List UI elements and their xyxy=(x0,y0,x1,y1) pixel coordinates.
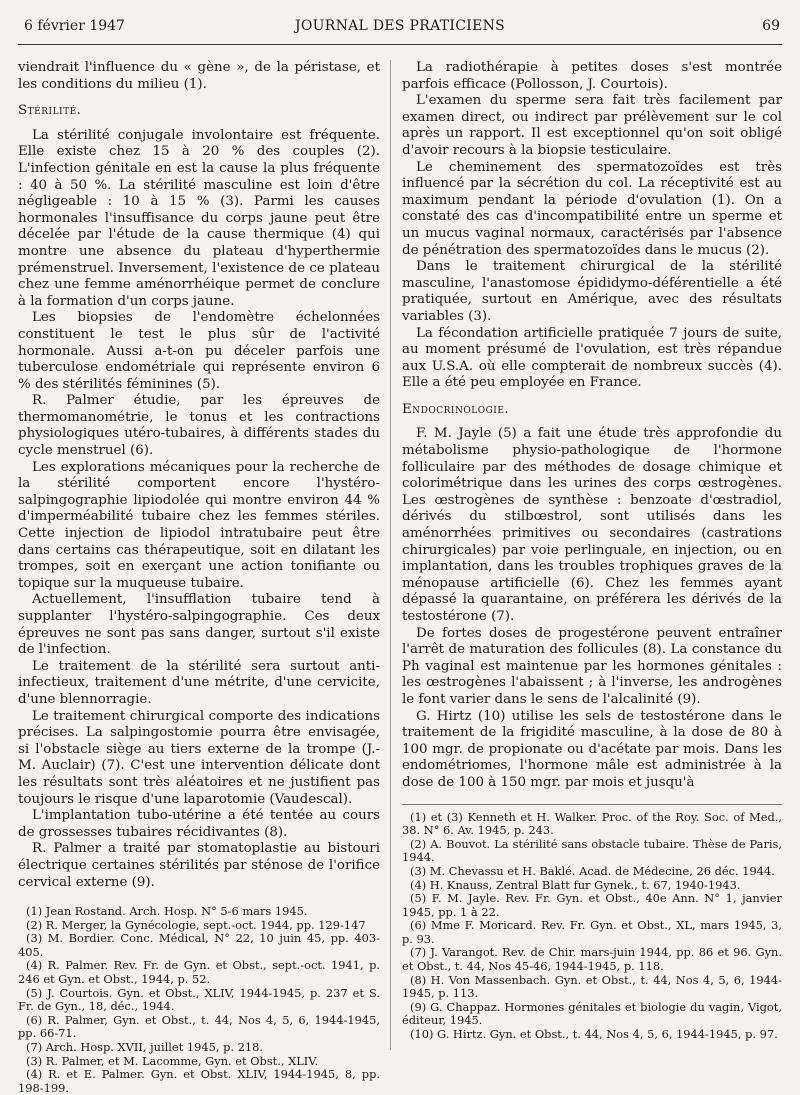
footnote: (5) J. Courtois. Gyn. et Obst., XLIV, 1944-1945, p. 237 et S. Fr. de Gyn., 18, déc., 1944. xyxy=(18,985,380,1014)
footnote: (1) Jean Rostand. Arch. Hosp. N° 5-6 mars 1945. xyxy=(26,904,308,919)
footnote: (6) R. Palmer, Gyn. et Obst., t. 44, Nos 4, 5, 6, 1944-1945, pp. 66-71. xyxy=(18,1012,380,1041)
footnotes-right xyxy=(402,811,782,1042)
issue-date: 6 février 1947 xyxy=(24,18,125,34)
footnote: (4) R. Palmer. Rev. Fr. de Gyn. et Obst., sept.-oct. 1941, p. 246 et Gyn. et Obst., 1944, p. 52. xyxy=(18,958,380,987)
paragraph: La fécondation artificielle pratiquée 7 jours de suite, au moment présumé de l'ovulation, est très répandue aux U.S.A. où elle compterait de nombreux succès (4). Elle a été peu employée en France. xyxy=(402,325,782,391)
section-heading-sterilite: Stérilité. xyxy=(18,103,82,119)
paragraph: Actuellement, l'insufflation tubaire tend à supplanter l'hystéro-salpingographie. Ces deux épreuves ne sont pas sans danger, surtout s'il existe de l'infection. xyxy=(18,592,380,658)
footnote: (2) A. Bouvot. La stérilité sans obstacle tubaire. Thèse de Paris, 1944. xyxy=(402,836,782,865)
footnote-rule xyxy=(402,804,782,805)
footnote: (3) M. Chevassu et H. Baklé. Acad. de Médecine, 26 déc. 1944. xyxy=(410,863,775,878)
paragraph: L'examen du sperme sera fait très facilement par examen direct, ou indirect par prélèvement sur le col après un rapport. Il est exceptionnel qu'on soit obligé d'avoir recours à la biopsie testiculaire. xyxy=(402,93,782,158)
footnote: (7) J. Varangot. Rev. de Chir. mars-juin 1944, pp. 86 et 96. Gyn. et Obst., t. 44, Nos 45-46, 1944-1945, p. 118. xyxy=(402,945,782,974)
footnote: (3) M. Bordier. Conc. Médical, N° 22, 10 juin 45, pp. 403-405. xyxy=(18,931,380,959)
paragraph: R. Palmer a traité par stomatoplastie au bistouri électrique certaines stérilités par sténose de l'orifice cervical externe (9). xyxy=(18,841,380,890)
footnote: (2) R. Merger, la Gynécologie, sept.-oct. 1944, pp. 129-147 xyxy=(26,917,366,932)
footnote: (10) G. Hirtz. Gyn. et Obst., t. 44, Nos 4, 5, 6, 1944-1945, p. 97. xyxy=(410,1027,778,1042)
paragraph: L'implantation tubo-utérine a été tentée au cours de grossesses tubaires récidivantes (8). xyxy=(18,808,380,840)
footnote: (4) R. et E. Palmer. Gyn. et Obst. XLIV, 1944-1945, 8, pp. 198-199. xyxy=(18,1067,380,1095)
footnote: (8) H. Von Massenbach. Gyn. et Obst., t. 44, Nos 4, 5, 6, 1944-1945, p. 113. xyxy=(402,972,782,1001)
paragraph: G. Hirtz (10) utilise les sels de testostérone dans le traitement de la frigidité masculine, à la dose de 80 à 100 mgr. de propionate ou d'acétate par mois. Dans les endométriomes, l'hormone mâle est administrée à la dose de 100 à 150 mgr. par mois et jusqu'à xyxy=(402,708,782,790)
paragraph: viendrait l'influence du « gène », de la péristase, et les conditions du milieu (1). xyxy=(18,60,380,92)
paragraph: Le traitement chirurgical comporte des indications précises. La salpingostomie pourra être envisagée, si l'obstacle siège au tiers externe de la trompe (J.-M. Auclair) (7). C'est une intervention délicate dont les résultats sont très aléatoires et ne justifient pas toujours le risque d'une laparotomie (Vaudescal). xyxy=(18,708,380,807)
paragraph: Dans le traitement chirurgical de la stérilité masculine, l'anastomose épididymo-déférentielle a été pratiquée, surtout en Amérique, avec des résultats variables (3). xyxy=(402,259,782,324)
paragraph: La stérilité conjugale involontaire est fréquente. Elle existe chez 15 à 20 % des couples (2). L'infection génitale en est la cause la plus fréquente : 40 à 50 %. La stérilité masculine est loin d'être négligeable : 10 à 15 % (3). Parmi les causes hormonales l'insuffisance du corps jaune peut être décelée par l'étude de la cause thermique (4) qui montre une absence du plateau d'hyperthermie prémenstruel. Inversement, l'existence de ce plateau chez une femme aménorrhéique permet de conclure à la formation d'un corps jaune. xyxy=(18,127,380,309)
paragraph: La radiothérapie à petites doses s'est montrée parfois efficace (Pollosson, J. Courtois). xyxy=(402,60,782,92)
column-divider xyxy=(390,60,391,1050)
footnote: (1) et (3) Kenneth et H. Walker. Proc. of the Roy. Soc. of Med., 38. N° 6. Av. 1945, p. 243. xyxy=(402,809,782,838)
paragraph: Le traitement de la stérilité sera surtout anti-infectieux, traitement d'une métrite, d'une cervicite, d'une blennorragie. xyxy=(18,658,380,707)
footnote: (4) H. Knauss, Zentral Blatt fur Gynek., t. 67, 1940-1943. xyxy=(410,877,741,892)
paragraph: R. Palmer étudie, par les épreuves de thermomanométrie, le tonus et les contractions physiologiques utéro-tubaires, à différents stades du cycle menstruel (6). xyxy=(18,393,380,459)
footnote: (9) G. Chappaz. Hormones génitales et biologie du vagin, Vigot, éditeur, 1945. xyxy=(402,999,782,1028)
footnote: (7) Arch. Hosp. XVII, juillet 1945, p. 218. xyxy=(26,1040,263,1055)
footnote: (3) R. Palmer, et M. Lacomme, Gyn. et Obst., XLIV. xyxy=(26,1053,319,1068)
running-header xyxy=(20,18,780,40)
paragraph: F. M. Jayle (5) a fait une étude très approfondie du métabolisme physio-pathologique de l'hormone folliculaire par des méthodes de dosage chimique et colorimétrique dans les urines des corps œstrogènes. Les œstrogènes de synthèse : benzoate d'œstradiol, dérivés du stilbœstrol, sont utilisés dans les aménorrhées primitives ou secondaires (castrations chirurgicales) par voie perlinguale, en injection, ou en implantation, dans les troubles trophiques graves de la ménopause artificielle (6). Chez les femmes ayant dépassé la quarantaine, on préférera les dérivés de la testostérone (7). xyxy=(402,426,782,624)
page-number: 69 xyxy=(762,18,780,34)
right-column xyxy=(402,60,782,1042)
footnotes-left xyxy=(18,905,380,1095)
paragraph: Le cheminement des spermatozoïdes est très influencé par la sécrétion du col. La réceptivité est au maximum pendant la période d'ovulation (1). On a constaté des cas d'incompatibilité entre un sperme et un mucus vaginal normaux, caractérisés par l'absence de pénétration des spermatozoïdes dans le mucus (2). xyxy=(402,159,782,258)
paragraph: De fortes doses de progestérone peuvent entraîner l'arrêt de maturation des follicules (8). La constance du Ph vaginal est maintenue par les hormones génitales : les œstrogènes l'abaissent ; à l'inverse, les androgènes le font varier dans le sens de l'alcalinité (9). xyxy=(402,625,782,707)
left-column xyxy=(18,60,380,1095)
journal-title: JOURNAL DES PRATICIENS xyxy=(294,18,506,34)
footnote: (5) F. M. Jayle. Rev. Fr. Gyn. et Obst., 40e Ann. N° 1, janvier 1945, pp. 1 à 22. xyxy=(402,891,782,919)
section-heading-endocrinologie: Endocrinologie. xyxy=(402,401,510,417)
header-rule xyxy=(18,44,782,45)
paragraph: Les explorations mécaniques pour la recherche de la stérilité comportent encore l'hystéro-salpingographie lipiodolée qui montre environ 44 % d'imperméabilité tubaire chez les femmes stériles. Cette injection de lipiodol intratubaire peut être dans certains cas thérapeutique, soit en dilatant les trompes, soit en exerçant une action tonifiante ou topique sur la muqueuse tubaire. xyxy=(18,459,380,591)
footnote: (6) Mme F. Moricard. Rev. Fr. Gyn. et Obst., XL, mars 1945, 3, p. 93. xyxy=(402,918,782,946)
paragraph: Les biopsies de l'endomètre échelonnées constituent le test le plus sûr de l'activité hormonale. Aussi a-t-on pu déceler parfois une tuberculose endométriale qui représente environ 6 % des stérilités féminines (5). xyxy=(18,310,380,392)
